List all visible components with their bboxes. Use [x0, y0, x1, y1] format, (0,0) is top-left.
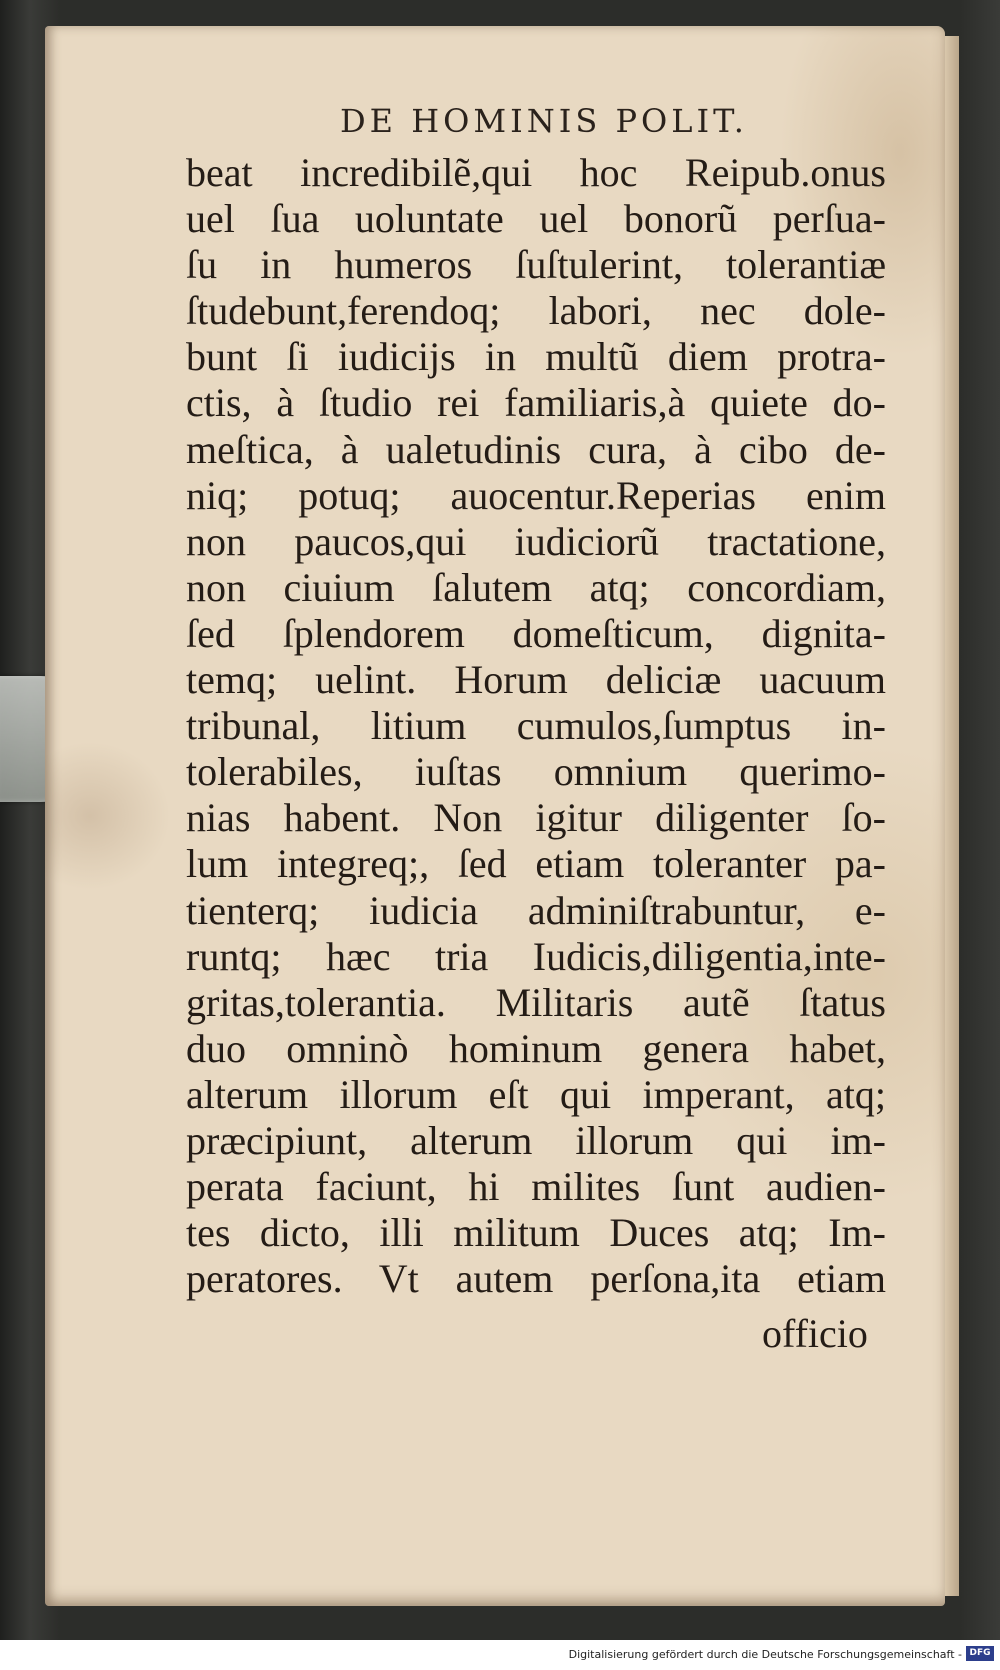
text-line: beat incredibilẽ,qui hoc Reipub.onus: [186, 150, 886, 195]
text-line: bunt ſi iudicijs in multũ diem protra-: [186, 334, 886, 380]
text-line: præcipiunt, alterum illorum qui im-: [186, 1117, 886, 1163]
text-line: gritas,tolerantia. Militaris autẽ ſtatus: [186, 979, 886, 1025]
text-line: non ciuium ſalutem atq; concordiam,: [186, 564, 886, 610]
text-line: peratores. Vt autem perſona,ita etiam: [186, 1256, 886, 1302]
page-edge: [945, 36, 959, 1596]
body-text: [186, 150, 886, 1302]
text-line: perata faciunt, hi milites ſunt audien-: [186, 1164, 886, 1210]
funding-notice: Digitalisierung gefördert durch die Deutsche Forschungsgemeinschaft -: [568, 1648, 962, 1661]
text-line: ſed ſplendorem domeſticum, dignita-: [186, 610, 886, 656]
text-line: temq; uelint. Horum deliciæ uacuum: [186, 657, 886, 703]
text-line: tienterq; iudicia adminiſtrabuntur, e-: [186, 887, 886, 933]
text-line: duo omninò hominum genera habet,: [186, 1025, 886, 1071]
text-line: niq; potuq; auocentur.Reperias enim: [186, 472, 886, 518]
text-line: lum integreq;, ſed etiam toleranter pa-: [186, 841, 886, 887]
text-line: uel ſua uoluntate uel bonorũ perſua-: [186, 196, 886, 242]
text-line: alterum illorum eſt qui imperant, atq;: [186, 1071, 886, 1117]
text-line: runtq; hæc tria Iudicis,diligentia,inte-: [186, 933, 886, 979]
text-line: ſtudebunt,ferendoq; labori, nec dole-: [186, 288, 886, 334]
text-line: ſu in humeros ſuſtulerint, tolerantiæ: [186, 242, 886, 288]
text-line: tribunal, litium cumulos,ſumptus in-: [186, 703, 886, 749]
text-line: tes dicto, illi militum Duces atq; Im-: [186, 1210, 886, 1256]
footer-bar: [0, 1640, 1000, 1670]
running-header: DE HOMINIS POLIT.: [340, 102, 748, 140]
text-line: non paucos,qui iudiciorũ tractatione,: [186, 518, 886, 564]
text-line: nias habent. Non igitur diligenter ſo-: [186, 795, 886, 841]
text-line: meſtica, à ualetudinis cura, à cibo de-: [186, 426, 886, 472]
text-line: ctis, à ſtudio rei familiaris,à quiete do-: [186, 380, 886, 426]
dfg-logo: DFG: [966, 1646, 994, 1661]
catchword: officio: [762, 1311, 868, 1356]
text-line: tolerabiles, iuſtas omnium querimo-: [186, 749, 886, 795]
